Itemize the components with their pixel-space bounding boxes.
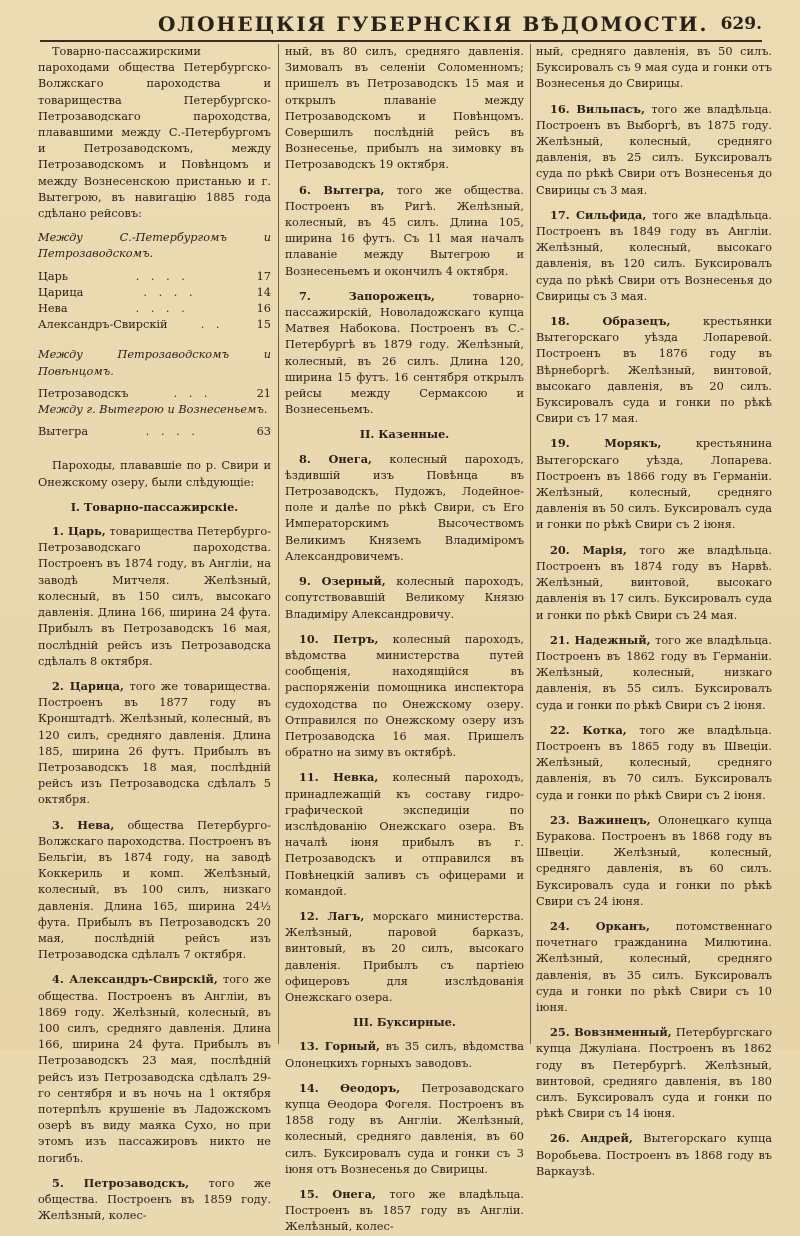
ship-entry: 10. Петръ, колесный пароходъ, вѣдомства министерства путей сообщенія, находящійся въ распоряженіи помощника инспектора судоходства по Онежскому озеру. Отправился по Онежскому озеру изъ Петрозаводска 16 мая. Пришелъ обратно на зиму въ октябрѣ.: [285, 631, 524, 760]
voyage-count: 63: [256, 425, 271, 439]
route-heading-1: Между С.-Петербургомъ и Петрозаводскомъ.: [38, 231, 271, 261]
column-divider-2: [530, 44, 531, 1044]
voyage-row: Царица . . . . 14: [38, 285, 271, 301]
voyage-count: 17: [256, 269, 271, 283]
ship-name: Петрозаводскъ: [38, 386, 129, 400]
continued-paragraph: ный, въ 80 силъ, средняго давленія. Зимовалъ въ селеніи Соломенномъ; пришелъ въ Петрозаводскъ 15 мая и открылъ плаваніе между Петрозаводскомъ и Повѣнцомъ. Совершилъ послѣдній рейсъ въ Вознесенье, прибылъ на зимовку въ Петрозаводскъ 19 октября.: [285, 45, 524, 172]
ship-entry: 21. Надежный, того же владѣльца. Построенъ въ 1862 году въ Германіи. Желѣзный, колесный, низкаго давленія, въ 55 силъ. Буксировалъ суда и гонки по рѣкѣ Свири съ 2 іюня.: [536, 632, 772, 712]
ship-entry: 24. Орканъ, потомственнаго почетнаго гражданина Милютина. Желѣзный, колесный, средняго давленія, въ 35 силъ. Буксировалъ суда и гонки по рѣкѣ Свири съ 10 іюня.: [536, 918, 773, 1014]
ship-name: Вытегра: [38, 425, 89, 439]
ship-entry: 11. Невка, колесный пароходъ, принадлежащій къ составу гидро-графической экспедиціи по изслѣдованію Онежскаго озера. Въ началѣ іюня прибылъ въ г. Петрозаводскъ и отправился въ Повѣнецкій заливъ съ офицерами и командой.: [285, 770, 524, 898]
page-header: [40, 8, 762, 36]
ship-name: Нева: [38, 302, 68, 316]
ship-entry: 15. Онега, того же владѣльца. Построенъ въ 1857 году въ Англіи. Желѣзный, колес-: [285, 1187, 525, 1234]
ship-entry: 16. Вильпасъ, того же владѣльца. Построенъ въ Выборгѣ, въ 1875 году. Желѣзный, колесный, средняго давленія, въ 25 силъ. Буксировалъ суда по рѣкѣ Свири отъ Вознесенья до Свирицы съ 3 мая.: [536, 101, 772, 197]
ship-entry: 1. Царь, товарищества Петербурго-Петрозаводскаго пароходства. Построенъ въ 1874 году, въ Англіи, на заводѣ Митчеля. Желѣзный, колесный, въ 150 силъ, высокаго давленія. Длина 166, ширина 24 фута. Прибылъ въ Петрозаводскъ 16 мая, послѣдній рейсъ изъ Петрозаводска сдѣлалъ 8 октября.: [38, 524, 271, 668]
column-2: [285, 44, 525, 1234]
ship-entry: 9. Озерный, колесный пароходъ, сопутствовавшій Великому Князю Владиміру Александровичу.: [285, 574, 524, 621]
ship-name: Царица: [38, 285, 84, 299]
ship-entry: 17. Сильфида, того же владѣльца. Построенъ въ 1849 году въ Англіи. Желѣзный, колесный, высокаго давленія, въ 120 силъ. Буксировалъ суда по рѣкѣ Свири отъ Вознесенья до Свирицы съ 3 мая.: [536, 207, 772, 303]
ship-entry: 5. Петрозаводскъ, того же общества. Построенъ въ 1859 году. Желѣзный, колес-: [38, 1175, 271, 1223]
lead-paragraph: Пароходы, плававшіе по р. Свири и Онежскому озеру, были слѣдующіе:: [38, 459, 271, 489]
voyage-count: 21: [256, 386, 271, 400]
ship-entry: 14. Ѳеодоръ, Петрозаводскаго купца Ѳеодора Фогеля. Построенъ въ 1858 году въ Англіи. Желѣзный, колесный, средняго давленія, въ 60 силъ. Буксировалъ суда и гонки съ 3 іюня отъ Вознесенья до Свирицы.: [285, 1080, 524, 1176]
voyage-row: Александръ-Свирскій . . 15: [38, 317, 271, 333]
ship-name: Царь: [38, 269, 68, 283]
voyage-row: Петрозаводскъ . . . 21: [38, 386, 271, 402]
route-heading-2: Между Петрозаводскомъ и Повѣнцомъ.: [38, 348, 271, 378]
header-rule: [40, 40, 762, 42]
ship-entry: 19. Морякъ, крестьянина Вытегорскаго уѣзда, Лопарева. Построенъ въ 1866 году въ Германіи. Желѣзный, колесный, средняго давленія въ 50 силъ. Буксировалъ суда и гонки по рѣкѣ Свири съ 2 іюня.: [536, 436, 772, 532]
section-heading-3: III. Буксирные.: [353, 1015, 456, 1030]
route-heading-3: Между г. Вытегрою и Вознесеньемъ.: [38, 403, 268, 417]
ship-entry: 6. Вытегра, того же общества. Построенъ въ Ригѣ. Желѣзный, колесный, въ 45 силъ. Длина 105, ширина 16 футъ. Съ 11 мая началъ плаваніе между Вытегрою и Вознесеньемъ и окончилъ 4 октября.: [285, 182, 524, 278]
ship-entry: 3. Нева, общества Петербурго-Волжскаго пароходства. Построенъ въ Бельгіи, въ 1874 году, на заводѣ Коккериль и комп. Желѣзный, колесный, въ 100 силъ, низкаго давленія. Длина 165, ширина 24½ фута. Прибылъ въ Петрозаводскъ 20 мая, послѣдній рейсъ изъ Петрозаводска сдѣлалъ 7 октября.: [38, 817, 271, 962]
column-divider-1: [278, 44, 279, 1044]
voyage-count: 15: [256, 318, 271, 332]
ship-entry: 20. Марія, того же владѣльца. Построенъ въ 1874 году въ Нарвѣ. Желѣзный, винтовой, высокаго давленія въ 17 силъ. Буксировалъ суда и гонки по рѣкѣ Свири съ 24 мая.: [536, 542, 772, 622]
voyage-row: Царь . . . . 17: [38, 269, 271, 285]
ship-name: Александръ-Свирскій: [38, 318, 168, 332]
ship-entry: 2. Царица, того же товарищества. Построенъ въ 1877 году въ Кронштадтѣ. Желѣзный, колесный, въ 120 силъ, средняго давленія. Длина 185, ширина 26 футъ. Прибылъ въ Петрозаводскъ 18 мая, послѣдній рейсъ изъ Петрозаводска сдѣлалъ 5 октября.: [38, 678, 272, 807]
section-heading-2: II. Казенные.: [359, 427, 450, 442]
ship-entry: 25. Вовзнменный, Петербургскаго купца Джуліана. Построенъ въ 1862 году въ Петербургѣ. Желѣзный, винтовой, средняго давленія, въ 180 силъ. Буксировалъ суда и гонки по рѣкѣ Свири съ 14 іюня.: [536, 1025, 773, 1121]
voyage-row: Вытегра . . . . 63: [38, 424, 271, 440]
ship-entry: 12. Лагъ, морскаго министерства. Желѣзный, паровой барказъ, винтовый, въ 20 силъ, высокаго давленія. Прибылъ съ партіею офицеровъ для изслѣдованія Онежскаго озера.: [285, 908, 525, 1004]
ship-entry: 4. Александръ-Свирскій, того же общества. Построенъ въ Англіи, въ 1869 году. Желѣзный, колесный, въ 100 силъ, средняго давленія. Длина 166, ширина 24 фута. Прибылъ въ Петрозаводскъ 23 мая, послѣдній рейсъ изъ Петрозаводска сдѣлалъ 29-го сентября и въ ночь на 1 октября потерпѣлъ крушеніе въ Ладожскомъ озерѣ въ виду маяка Сухо, но при этомъ изъ пассажировъ никто не погибъ.: [38, 972, 272, 1165]
column-3: [536, 44, 773, 1178]
ship-entry: 26. Андрей, Вытегорскаго купца Воробьева. Построенъ въ 1868 году въ Варкаузѣ.: [536, 1131, 773, 1178]
newspaper-title: ОЛОНЕЦКІЯ ГУБЕРНСКІЯ ВѢДОМОСТИ.: [158, 12, 709, 36]
ship-entry: 18. Образецъ, крестьянки Вытегорскаго уѣзда Лопаревой. Построенъ въ 1876 году въ Вѣрнеборгѣ. Желѣзный, винтовой, высокаго давленія, въ 20 силъ. Буксировалъ суда и гонки по рѣкѣ Свири съ 17 мая.: [536, 314, 772, 426]
page-number: 629.: [720, 14, 762, 34]
ship-entry: 23. Важинецъ, Олонецкаго купца Буракова. Построенъ въ 1868 году въ Швеціи. Желѣзный, колесный, средняго давленія, въ 60 силъ. Буксировалъ суда и гонки по рѣкѣ Свири съ 24 іюня.: [536, 812, 773, 908]
voyage-row: Нева . . . . 16: [38, 301, 271, 317]
voyage-count: 14: [256, 285, 271, 299]
section-heading-1: I. Товарно-пассажирскіе.: [70, 499, 239, 514]
continued-paragraph: ный, средняго давленія, въ 50 силъ. Буксировалъ съ 9 мая суда и гонки отъ Вознесенья до Свирицы.: [536, 45, 772, 91]
ship-entry: 8. Онега, колесный пароходъ, ѣздившій изъ Повѣнца въ Петрозаводскъ, Пудожъ, Лодейное-поле и далѣе по рѣкѣ Свири, съ Его Императорскимъ Высочествомъ Великимъ Княземъ Владиміромъ Александровичемъ.: [285, 451, 524, 563]
voyage-count: 16: [256, 302, 271, 316]
column-1: [38, 44, 272, 1223]
ship-entry: 22. Котка, того же владѣльца. Построенъ въ 1865 году въ Швеціи. Желѣзный, колесный, средняго давленія, въ 70 силъ. Буксировалъ суда и гонки по рѣкѣ Свири съ 2 іюня.: [536, 722, 773, 802]
ship-entry: 7. Запорожецъ, товарно-пассажирскій, Новоладожскаго купца Матвея Набокова. Построенъ въ С.-Петербургѣ въ 1879 году. Желѣзный, колесный, въ 26 силъ. Длина 120, ширина 15 футъ. 16 сентября открылъ рейсы между Сермаксою и Вознесеньемъ.: [285, 288, 524, 417]
ship-entry: 13. Горный, въ 35 силъ, вѣдомства Олонецкихъ горныхъ заводовъ.: [285, 1039, 524, 1070]
intro-paragraph: Товарно-пассажирскими пароходами общества Петербургско-Волжскаго пароходства и товарищества Петербургско-Петрозаводскаго пароходства, плававшими между С.-Петербургомъ и Петрозаводскомъ, между Петрозаводскомъ и Повѣнцомъ и между Вознесенскою пристанью и г. Вытегрою, въ навигацію 1885 года сдѣлано рейсовъ:: [38, 45, 271, 221]
